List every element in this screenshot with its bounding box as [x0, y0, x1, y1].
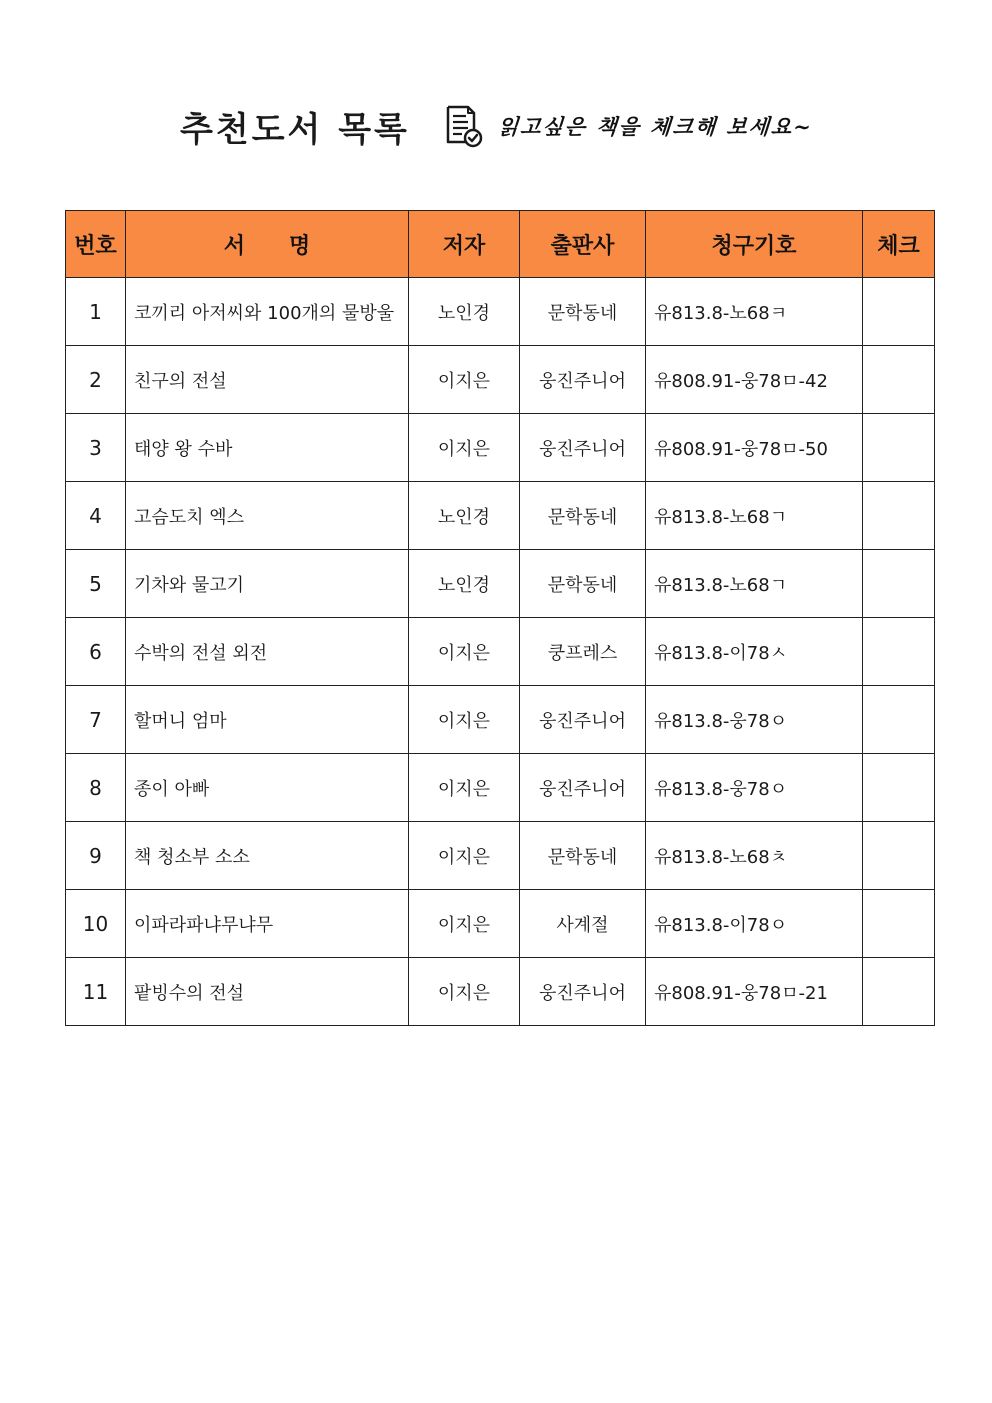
book-number: 11 [66, 958, 126, 1026]
book-publisher: 문학동네 [520, 550, 646, 618]
book-author: 이지은 [409, 958, 520, 1026]
book-call-number: 유808.91-웅78ㅁ-42 [646, 346, 863, 414]
book-author: 이지은 [409, 346, 520, 414]
book-call-number: 유813.8-이78ㅇ [646, 890, 863, 958]
book-title: 책 청소부 소소 [126, 822, 409, 890]
book-publisher: 사계절 [520, 890, 646, 958]
table-row [66, 754, 935, 822]
book-number: 10 [66, 890, 126, 958]
table-row [66, 890, 935, 958]
book-title: 종이 아빠 [126, 754, 409, 822]
book-title: 태양 왕 수바 [126, 414, 409, 482]
book-title: 코끼리 아저씨와 100개의 물방울 [126, 278, 409, 346]
book-publisher: 웅진주니어 [520, 414, 646, 482]
book-author: 이지은 [409, 890, 520, 958]
book-author: 이지은 [409, 618, 520, 686]
book-author: 이지은 [409, 414, 520, 482]
book-number: 6 [66, 618, 126, 686]
table-header-row [66, 211, 935, 278]
book-check-cell[interactable] [863, 618, 935, 686]
column-header-publisher: 출판사 [520, 211, 646, 278]
table-row [66, 686, 935, 754]
book-author: 노인경 [409, 482, 520, 550]
book-publisher: 웅진주니어 [520, 686, 646, 754]
book-call-number: 유813.8-이78ㅅ [646, 618, 863, 686]
table-row [66, 822, 935, 890]
book-number: 2 [66, 346, 126, 414]
book-title: 할머니 엄마 [126, 686, 409, 754]
book-check-cell[interactable] [863, 822, 935, 890]
table-row [66, 346, 935, 414]
book-publisher: 웅진주니어 [520, 754, 646, 822]
table-row [66, 482, 935, 550]
book-call-number: 유813.8-노68ㄱ [646, 550, 863, 618]
page-subtitle: 읽고싶은 책을 체크해 보세요~ [496, 114, 814, 139]
column-header-check: 체크 [863, 211, 935, 278]
book-publisher: 문학동네 [520, 278, 646, 346]
book-call-number: 유813.8-노68ㄱ [646, 482, 863, 550]
book-check-cell[interactable] [863, 414, 935, 482]
column-header-call-number: 청구기호 [646, 211, 863, 278]
column-header-title: 서 명 [126, 211, 409, 278]
book-publisher: 문학동네 [520, 482, 646, 550]
table-row [66, 618, 935, 686]
book-author: 이지은 [409, 822, 520, 890]
book-publisher: 문학동네 [520, 822, 646, 890]
book-call-number: 유813.8-노68ㅋ [646, 278, 863, 346]
book-publisher: 쿵프레스 [520, 618, 646, 686]
book-check-cell[interactable] [863, 482, 935, 550]
book-number: 1 [66, 278, 126, 346]
column-header-author: 저자 [409, 211, 520, 278]
book-number: 8 [66, 754, 126, 822]
book-check-cell[interactable] [863, 346, 935, 414]
book-check-cell[interactable] [863, 686, 935, 754]
book-title: 기차와 물고기 [126, 550, 409, 618]
checklist-document-icon [444, 104, 484, 148]
table-body [66, 278, 935, 1026]
book-number: 5 [66, 550, 126, 618]
table-row [66, 414, 935, 482]
book-call-number: 유808.91-웅78ㅁ-50 [646, 414, 863, 482]
book-title: 고슴도치 엑스 [126, 482, 409, 550]
table-row [66, 958, 935, 1026]
book-call-number: 유813.8-노68ㅊ [646, 822, 863, 890]
page-header [180, 96, 813, 156]
book-title: 이파라파냐무냐무 [126, 890, 409, 958]
book-title: 친구의 전설 [126, 346, 409, 414]
book-author: 이지은 [409, 686, 520, 754]
book-check-cell[interactable] [863, 890, 935, 958]
book-publisher: 웅진주니어 [520, 958, 646, 1026]
book-call-number: 유813.8-웅78ㅇ [646, 754, 863, 822]
book-check-cell[interactable] [863, 278, 935, 346]
table-row [66, 278, 935, 346]
book-number: 7 [66, 686, 126, 754]
book-publisher: 웅진주니어 [520, 346, 646, 414]
book-call-number: 유813.8-웅78ㅇ [646, 686, 863, 754]
page-title: 추천도서 목록 [180, 109, 410, 150]
book-author: 이지은 [409, 754, 520, 822]
table-row [66, 550, 935, 618]
book-list-table [65, 210, 935, 1026]
book-number: 9 [66, 822, 126, 890]
book-number: 4 [66, 482, 126, 550]
book-title: 수박의 전설 외전 [126, 618, 409, 686]
book-check-cell[interactable] [863, 754, 935, 822]
book-check-cell[interactable] [863, 550, 935, 618]
column-header-number: 번호 [66, 211, 126, 278]
book-author: 노인경 [409, 278, 520, 346]
book-call-number: 유808.91-웅78ㅁ-21 [646, 958, 863, 1026]
book-author: 노인경 [409, 550, 520, 618]
book-number: 3 [66, 414, 126, 482]
book-title: 팥빙수의 전설 [126, 958, 409, 1026]
book-check-cell[interactable] [863, 958, 935, 1026]
